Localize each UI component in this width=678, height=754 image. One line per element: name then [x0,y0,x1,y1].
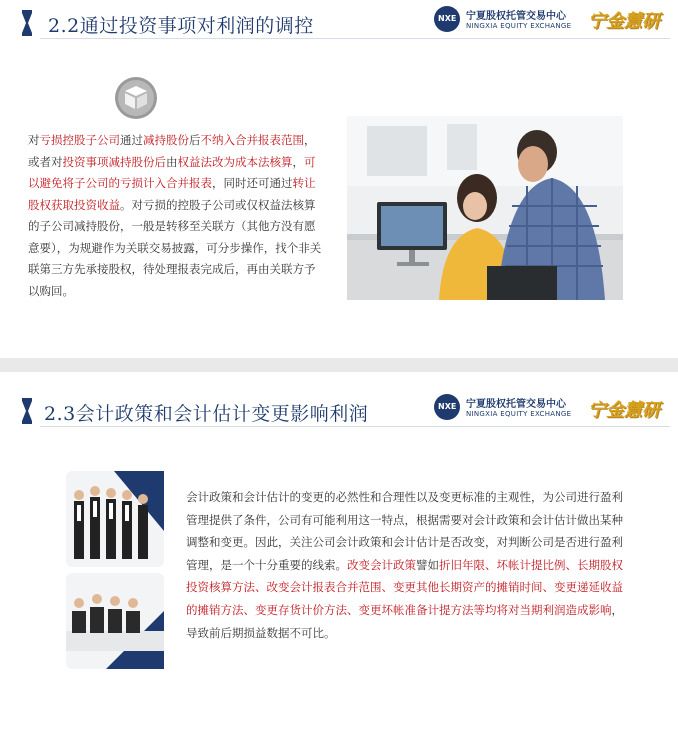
text-run: ，导致前后期损益数据不可比。 [186,602,623,640]
title-underline [40,38,670,39]
highlight-run: 亏损控股子公司 [39,133,120,147]
team-photos [66,471,164,669]
text-run: 譬如 [416,557,439,572]
exchange-logo [434,394,574,424]
text-run: 对 [28,133,40,147]
text-run: ，同时还可通过 [212,176,293,190]
box-icon [114,76,158,120]
text-run: 由 [166,154,178,169]
slide-title: 2.3会计政策和会计估计变更影响利润 [44,403,369,425]
text-run: 会计政策和会计估计的变更的必然性和合理性以及变更标准的主观性，为公司进行盈利管理提供了条件，公司有可能利用这一特点，根据需要对会计政策和会计估计做出某种调整和变更。因此，关注公司会计政策和会计估计是否改变，对判断公司是否进行盈利管理，是一个十分重要的线索。 [186,490,623,572]
highlight-run: 权益法改为成本法核算 [177,154,293,169]
highlight-run: 可以避免将子公司的亏损计入合并报表 [28,154,316,190]
title-marker-icon [22,398,32,424]
slide-title: 2.2通过投资事项对利润的调控 [48,15,314,37]
exchange-name-cn: 宁夏股权托管交易中心 [466,399,566,410]
exchange-name-en: NINGXIA EQUITY EXCHANGE [466,22,572,30]
highlight-run: 投资事项减持股份后 [62,154,166,169]
text-run: ， [292,154,304,169]
exchange-logo-mark: NXE [434,6,460,32]
text-run: 通过 [120,133,143,147]
exchange-name-en: NINGXIA EQUITY EXCHANGE [466,410,572,418]
exchange-name-cn: 宁夏股权托管交易中心 [466,11,566,22]
investment-paragraph [28,130,324,302]
text-run: 后 [189,133,201,147]
highlight-run: 折旧年限、坏帐计提比例、长期股权投资核算方法、改变会计报表合并范围、变更其他长期资产的摊销时间、变更递延收益的摊销方法、变更存货计价方法、变更坏帐准备计提方法等均将对当期利润造成影响 [186,557,623,617]
highlight-run: 改变会计政策 [347,557,416,572]
highlight-run: 转让股权获取投资收益 [28,176,316,212]
exchange-logo [434,6,574,36]
calligraphy-logo: 宁金慧研 [588,11,660,32]
highlight-run: 不纳入合并报表范围 [200,133,304,147]
highlight-run: 减持股份 [143,133,189,147]
office-photo [347,116,623,300]
slide-accounting-policy [0,372,678,754]
exchange-logo-mark: NXE [434,394,460,420]
calligraphy-logo: 宁金慧研 [588,400,660,421]
text-run: ，或者对 [28,133,316,169]
title-marker-icon [22,10,32,36]
slide-investment [0,0,678,358]
title-underline [40,426,670,427]
text-run: 。对亏损的控股子公司或仅权益法核算的子公司减持股份，一般是转移至关联方（其他方没有愿意要），为规避作为关联交易披露，可分步操作，找个非关联第三方先承接股权，待处理报表完成后，再由关联方予以购回。 [28,197,322,298]
accounting-paragraph [186,486,634,644]
